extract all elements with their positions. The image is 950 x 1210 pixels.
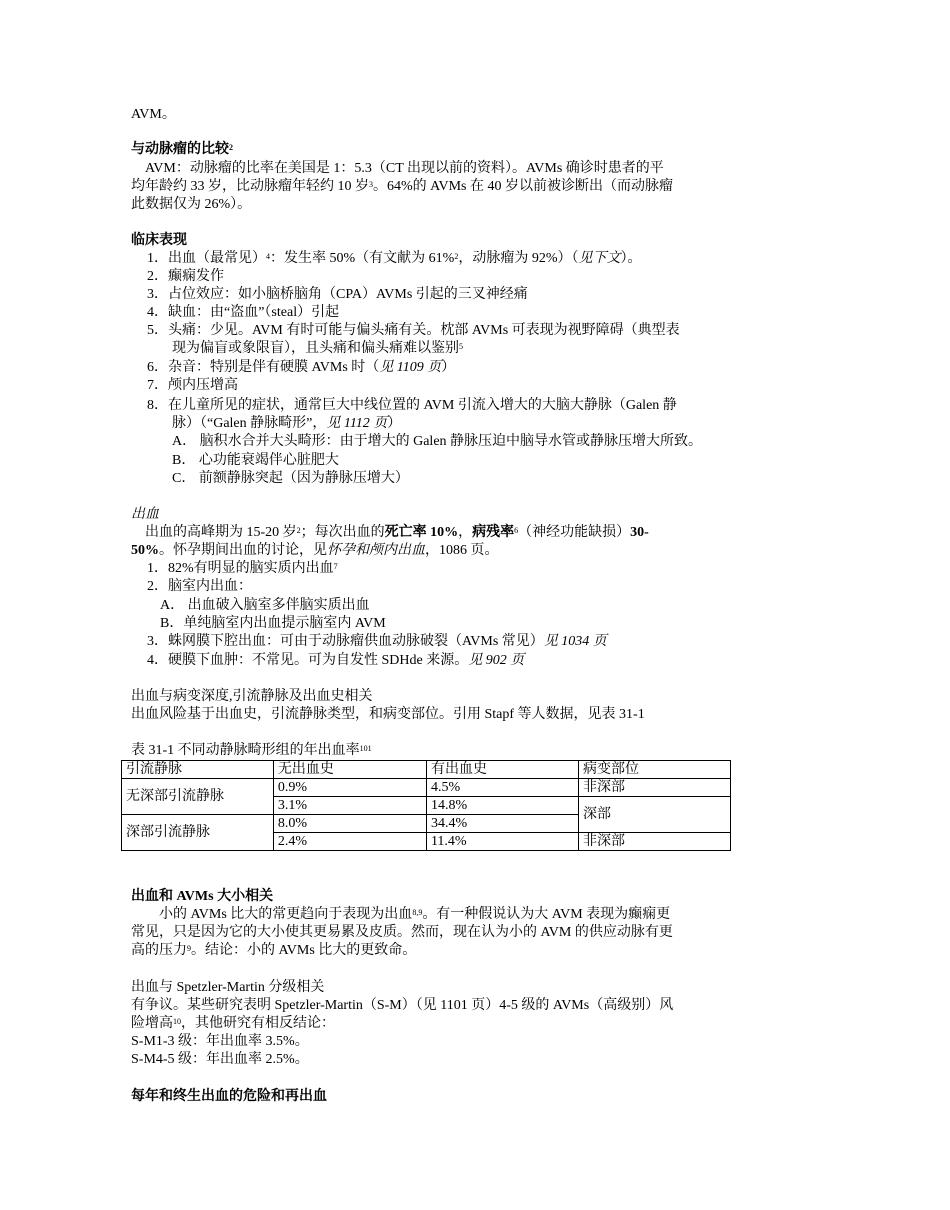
hemorrhage-rate-table [121,760,731,851]
list-item: 3．占位效应：如小脑桥脑角（CPA）AVMs 引起的三叉神经痛 [147,287,528,302]
paragraph-line: 出血风险基于出血史，引流静脉类型，和病变部位。引用 Stapf 等人数据，见表 31-1 [131,707,645,722]
table-header-row [122,761,731,779]
table-header-cell: 无出血史 [273,761,426,779]
section-heading-clinical: 临床表现 [131,233,187,248]
list-item: 5．头痛：少见。AVM 有时可能与偏头痛有关。枕部 AVMs 可表现为视野障碍（典型表 [147,323,680,338]
list-item: 7．颅内压增高 [147,378,238,393]
table-cell: 34.4% [426,815,578,833]
table-cell: 深部引流静脉 [122,815,274,851]
paragraph-line: 小的 AVMs 比大的常更趋向于表现为出血$^{8,9}$。有一种假说认为大 AVM 表现为癫痫更 [159,907,671,922]
list-item: 3．蛛网膜下腔出血：可由于动脉瘤供血动脉破裂（AVMs 常见）见 1034 页 [147,634,607,649]
list-item: 4．硬膜下血肿：不常见。可为自发性 SDHde 来源。见 902 页 [147,653,525,668]
table-cell: 无深部引流静脉 [122,779,274,815]
section-heading-size: 出血和 AVMs 大小相关 [131,889,274,904]
table-cell: 14.8% [426,797,578,815]
table-cell: 深部 [579,797,731,833]
list-item: 1．出血（最常见）$^4$：发生率 50%（有文献为 61%$^2$，动脉瘤为 92%）（见下文）。 [147,251,642,266]
table-header-cell: 引流静脉 [122,761,274,779]
paragraph-line: 高的压力$^9$。结论：小的 AVMs 比大的更致命。 [131,943,417,958]
paragraph-line: 出血与 Spetzler-Martin 分级相关 [131,980,325,995]
paragraph-line: 险增高$^{10}$，其他研究有相反结论： [131,1016,335,1031]
sub-list-item: B． 心功能衰竭伴心脏肥大 [172,453,339,468]
paragraph-line: 均年龄约 33 岁，比动脉瘤年轻约 10 岁$^3$。64%的 AVMs 在 40 岁以前被诊断出（而动脉瘤 [131,179,673,194]
paragraph-line: 50%。怀孕期间出血的讨论，见怀孕和颅内出血，1086 页。 [131,543,499,558]
paragraph-line: S-M4-5 级：年出血率 2.5%。 [131,1052,309,1067]
list-item: 2．癫痫发作 [147,269,224,284]
list-item-cont: 脉）（“Galen 静脉畸形”，见 1112 页） [172,416,402,431]
section-heading-annual-risk: 每年和终生出血的危险和再出血 [131,1089,327,1104]
table-row [122,779,731,797]
paragraph-line: 有争议。某些研究表明 Spetzler-Martin（S-M）（见 1101 页）4-5 级的 AVMs（高级别）风 [131,998,674,1013]
list-item: 2．脑室内出血： [147,579,252,594]
sub-list-item: C． 前额静脉突起（因为静脉压增大） [172,471,409,486]
paragraph-line: 此数据仅为 26%）。 [131,197,252,212]
table-cell: 2.4% [273,833,426,851]
paragraph-line: AVM：动脉瘤的比率在美国是 1：5.3（CT 出现以前的资料）。AVMs 确诊时患者的平 [145,161,664,176]
paragraph-line: 出血的高峰期为 15-20 岁$^2$；每次出血的死亡率 10%，病残率$^6$（神经功能缺损）30- [145,525,649,540]
paragraph-line: 常见，只是因为它的大小使其更易累及皮质。然而，现在认为小的 AVM 的供应动脉有更 [131,925,673,940]
list-item: 4．缺血：由“盗血”（steal）引起 [147,305,340,320]
sub-list-item: A． 脑积水合并大头畸形：由于增大的 Galen 静脉压迫中脑导水管或静脉压增大所致。 [172,434,703,449]
sub-list-item: A． 出血破入脑室多伴脑实质出血 [160,598,370,613]
table-cell: 非深部 [579,833,731,851]
section-heading-hemorrhage: 出血 [131,507,159,522]
table-header-cell: 病变部位 [579,761,731,779]
table-cell: 0.9% [273,779,426,797]
list-item: 6．杂音：特别是伴有硬膜 AVMs 时（见 1109 页） [147,360,456,375]
paragraph-line: S-M1-3 级：年出血率 3.5%。 [131,1034,309,1049]
table-cell: 11.4% [426,833,578,851]
table-caption: 表 31-1 不同动静脉畸形组的年出血率$^{101}$ [131,743,372,758]
paragraph-line: 出血与病变深度,引流静脉及出血史相关 [131,689,373,704]
list-item-cont: 现为偏盲或象限盲），且头痛和偏头痛难以鉴别$^5$ [172,341,463,356]
table-cell: 4.5% [426,779,578,797]
list-item: 1．82%有明显的脑实质内出血$^7$ [147,561,338,576]
list-item: 8．在儿童所见的症状，通常巨大中线位置的 AVM 引流入增大的大脑大静脉（Galen 静 [147,398,677,413]
sub-list-item: B．单纯脑室内出血提示脑室内 AVM [160,616,386,631]
table-cell: 8.0% [273,815,426,833]
table-cell: 3.1% [273,797,426,815]
table-cell: 非深部 [579,779,731,797]
text-line: AVM。 [131,107,176,122]
table-header-cell: 有出血史 [426,761,578,779]
section-heading-aneurysm-comparison: 与动脉瘤的比较$^2$ [131,142,233,157]
